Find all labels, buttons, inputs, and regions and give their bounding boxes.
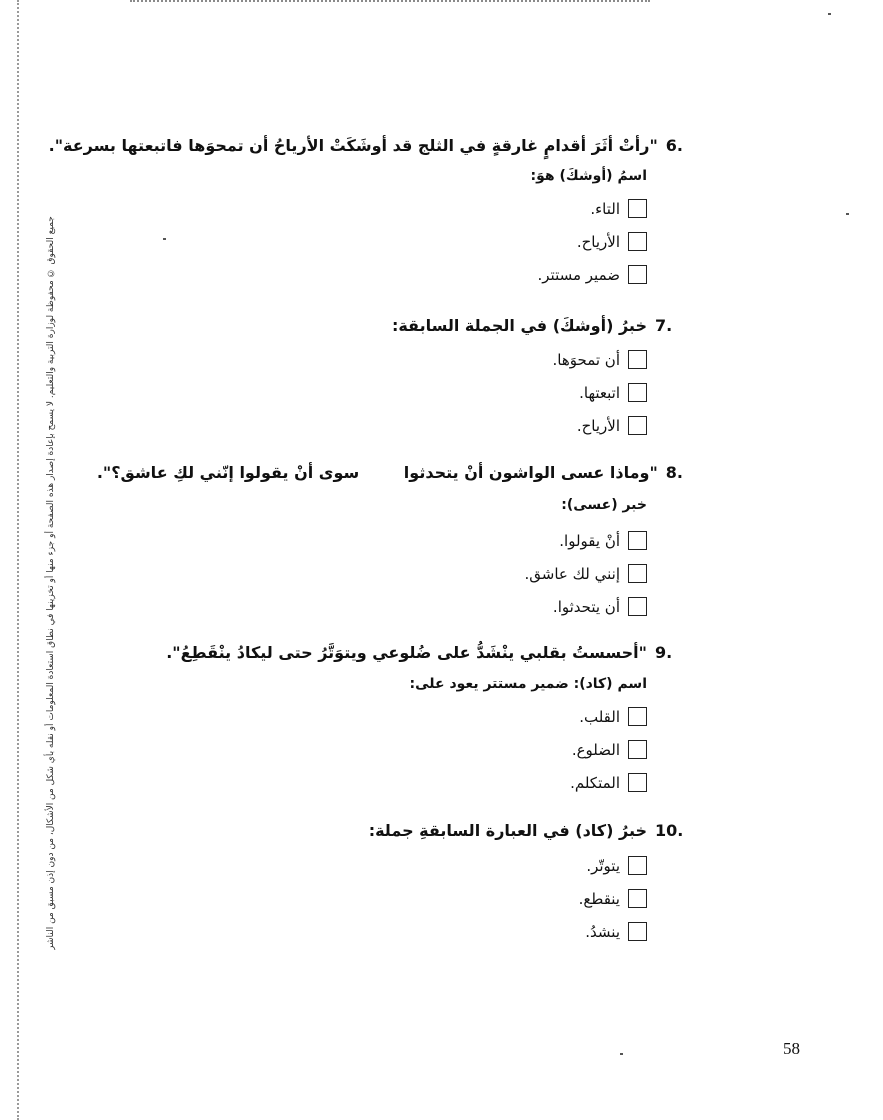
option[interactable] xyxy=(143,343,647,376)
page-number: 58 xyxy=(783,1039,800,1058)
option[interactable] xyxy=(143,915,647,948)
checkbox[interactable] xyxy=(628,564,647,583)
question-number: 7. xyxy=(655,315,673,335)
option[interactable] xyxy=(143,225,647,258)
checkbox[interactable] xyxy=(628,856,647,875)
option[interactable] xyxy=(143,557,647,590)
option[interactable] xyxy=(143,766,647,799)
question-number: 9. xyxy=(655,642,673,662)
option-label: أن يتحدثوا. xyxy=(552,597,620,616)
checkbox[interactable] xyxy=(628,232,647,251)
checkbox[interactable] xyxy=(628,889,647,908)
question-10 xyxy=(143,816,683,948)
question-text: "رأتْ أثَرَ أقدامٍ غارقةٍ في الثلج قد أوشَكَتْ الأرياحُ أن تمحوَها فاتبعتها بسرعة". xyxy=(48,135,658,155)
option-label: التاء. xyxy=(590,199,620,218)
question-9 xyxy=(143,638,683,799)
question-prompt: خبر (عسى): xyxy=(561,497,647,513)
scan-speck xyxy=(163,238,166,240)
option-label: القلب. xyxy=(579,707,620,726)
checkbox[interactable] xyxy=(628,922,647,941)
option-list xyxy=(143,524,647,623)
option-label: الأرياح. xyxy=(576,232,620,251)
option-label: اتبعتها. xyxy=(579,383,620,402)
option[interactable] xyxy=(143,733,647,766)
question-text: "أحسستُ بقلبي ينْشَدُّ على ضُلوعي ويتوَتَّرُ حتى ليكادُ ينْقَطِعُ". xyxy=(166,642,647,662)
question-prompt: اسم (كاد): ضمير مستتر يعود على: xyxy=(409,676,647,692)
question-6 xyxy=(48,131,683,291)
scan-speck xyxy=(828,13,831,15)
option-list xyxy=(143,700,647,799)
option[interactable] xyxy=(143,700,647,733)
question-number: 10. xyxy=(655,820,684,840)
checkbox[interactable] xyxy=(628,740,647,759)
question-text: خبرُ (كاد) في العبارة السابقةِ جملة: xyxy=(368,820,647,840)
checkbox[interactable] xyxy=(628,773,647,792)
question-8 xyxy=(96,458,683,623)
checkbox[interactable] xyxy=(628,531,647,550)
option[interactable] xyxy=(143,590,647,623)
question-prompt: اسمُ (أوشكَ) هوَ: xyxy=(530,168,647,184)
option-list xyxy=(143,343,647,442)
option[interactable] xyxy=(143,376,647,409)
scan-dotted-edge xyxy=(17,0,19,1120)
option-label: يتوتّر. xyxy=(586,856,620,875)
option-label: أن تمحوَها. xyxy=(552,350,620,369)
scan-speck xyxy=(846,213,849,215)
option[interactable] xyxy=(143,882,647,915)
option-label: ينقطع. xyxy=(578,889,620,908)
option-label: إنني لك عاشق. xyxy=(524,564,620,583)
checkbox[interactable] xyxy=(628,350,647,369)
option-label: أنْ يقولوا. xyxy=(559,531,620,550)
option[interactable] xyxy=(143,258,647,291)
option[interactable] xyxy=(143,849,647,882)
option-label: المتكلم. xyxy=(570,773,620,792)
question-7 xyxy=(143,311,683,442)
copyright-notice: جميع الحقوق © محفوظة لوزارة التربية والتعليم. لا يسمح بإعادة إصدار هذه الصفحة أو جزء منها أو تخزينها في نطاق استعادة المعلومات أو نقله بأي شكل من الأشكال، من دون إذن مسبق من الناشر xyxy=(46,216,56,950)
question-number: 8. xyxy=(665,462,683,482)
checkbox[interactable] xyxy=(628,383,647,402)
scan-top-residue xyxy=(130,0,650,6)
checkbox[interactable] xyxy=(628,265,647,284)
option[interactable] xyxy=(143,524,647,557)
scan-speck xyxy=(620,1053,623,1055)
option-list xyxy=(143,192,647,291)
question-text: "وماذا عسى الواشون أنْ يتحدثوا سوى أنْ يقولوا إنّني لكِ عاشق؟". xyxy=(96,462,658,482)
option[interactable] xyxy=(143,409,647,442)
question-number: 6. xyxy=(665,135,683,155)
checkbox[interactable] xyxy=(628,416,647,435)
checkbox[interactable] xyxy=(628,707,647,726)
option-label: ينشدُ. xyxy=(585,922,620,941)
checkbox[interactable] xyxy=(628,199,647,218)
question-text: خبرُ (أوشكَ) في الجملة السابقة: xyxy=(391,315,647,335)
option-label: الضلوع. xyxy=(571,740,620,759)
option[interactable] xyxy=(143,192,647,225)
option-label: الأرياح. xyxy=(576,416,620,435)
option-list xyxy=(143,849,647,948)
checkbox[interactable] xyxy=(628,597,647,616)
option-label: ضمير مستتر. xyxy=(537,265,620,284)
